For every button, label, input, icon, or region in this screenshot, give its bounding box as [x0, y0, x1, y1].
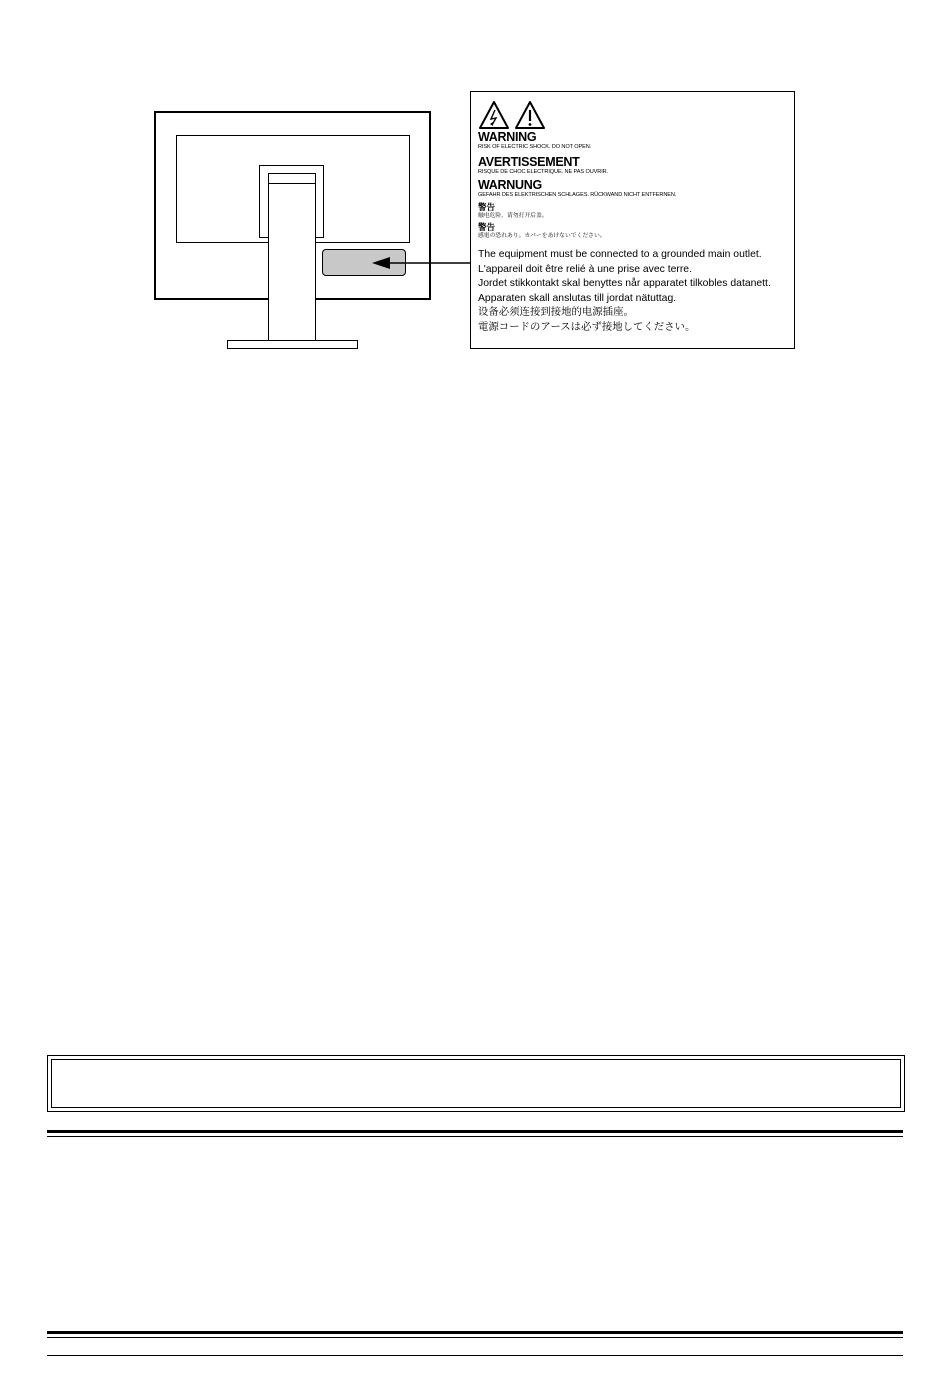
warning-icons: [478, 96, 787, 130]
instruction-line: Jordet stikkontakt skal benyttes når apparatet tilkobles datanett.: [478, 278, 771, 289]
caution-warning-icon: [514, 100, 546, 130]
section-rule-thin: [47, 1136, 903, 1137]
notice-box: [51, 1059, 901, 1108]
footer-rule-thick: [47, 1331, 903, 1334]
instruction-line: Apparaten skall anslutas till jordat nätuttag.: [478, 292, 677, 304]
electric-shock-warning-icon: [478, 100, 510, 130]
instruction-line: 電源コードのアースは必ず接地してください。: [478, 321, 696, 333]
warning-heading-de: WARNUNG GEFAHR DES ELEKTRISCHEN SCHLAGES. RÜCKWAND NICHT ENTFERNEN.: [478, 178, 677, 198]
warning-heading-zh: 警告 触电危险，请勿打开后盖。: [478, 202, 548, 219]
pointer-arrow: [370, 250, 472, 272]
warning-heading-ja: 警告 感電の恐れあり。カバーをあけないでください。: [478, 222, 606, 239]
warning-heading-en: WARNING RISK OF ELECTRIC SHOCK. DO NOT OPEN.: [478, 130, 592, 150]
stand-neck-divider: [268, 183, 316, 184]
warning-heading-fr: AVERTISSEMENT RISQUE DE CHOC ELECTRIQUE. NE PAS OUVRIR.: [478, 155, 609, 175]
instruction-line: The equipment must be connected to a grounded main outlet.: [478, 249, 762, 260]
stand-base: [227, 340, 358, 349]
grounding-instructions: [478, 248, 787, 335]
instruction-line: 设备必须连接到接地的电源插座。: [478, 307, 634, 318]
warning-label: [470, 91, 795, 349]
footer-rule-thin: [47, 1337, 903, 1338]
footer-rule-bottom: [47, 1355, 903, 1356]
stand-neck: [268, 173, 316, 343]
instruction-line: L'appareil doit être relié à une prise avec terre.: [478, 263, 692, 275]
section-rule-thick: [47, 1130, 903, 1133]
